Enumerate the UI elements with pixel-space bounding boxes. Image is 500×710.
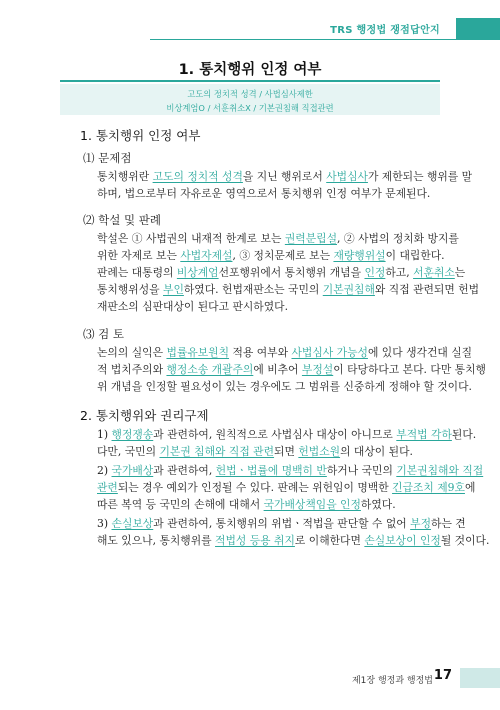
header-title: TRS 행정법 쟁점답안지 <box>330 25 440 36</box>
subheading-theories: ⑵ 학설 및 판례 <box>83 213 162 227</box>
paragraph-line: 따른 복역 등 국민의 손해에 대해서 국가배상책임을 인정하였다. <box>97 498 396 511</box>
keyword-line-2: 비상계엄O / 서훈취소X / 기본권침해 직접관련 <box>166 103 334 113</box>
paragraph-line: 통치행위성을 부인하였다. 헌법재판소는 국민의 기본권침해와 직접 관련되면 헌법 <box>97 283 480 296</box>
paragraph-line: 재판소의 심판대상이 된다고 판시하였다. <box>97 300 289 313</box>
footer-color-tab <box>460 668 500 688</box>
paragraph-line: 1) 행정쟁송과 관련하여, 원칙적으로 사법심사 대상이 아니므로 부적법 각하된다. <box>97 428 477 441</box>
paragraph-line: 학설은 ① 사법권의 내재적 한계로 보는 권력분립설, ② 사법의 정치화 방지를 <box>97 232 459 245</box>
paragraph-line: 해도 있으나, 통치행위를 적법성 등용 취지로 이해한다면 손실보상이 인정될 것이다. <box>97 534 490 547</box>
paragraph-line: 통치행위란 고도의 정치적 성격을 지닌 행위로서 사법심사가 제한되는 행위를 말 <box>97 170 473 183</box>
header-rule <box>150 39 456 40</box>
paragraph-line: 논의의 실익은 법률유보원칙 적용 여부와 사법심사 가능성에 있다 생각건대 실질 <box>97 346 473 359</box>
paragraph-line: 하며, 법으로부터 자유로운 영역으로서 통치행위 인정 여부가 문제된다. <box>97 187 431 200</box>
heading-2: 2. 통치행위와 권리구제 <box>80 408 209 423</box>
running-header <box>150 18 500 40</box>
subheading-review: ⑶ 검 토 <box>83 327 125 341</box>
heading-1: 1. 통치행위 인정 여부 <box>80 128 201 143</box>
keyword-line-1: 고도의 정치적 성격 / 사법심사제한 <box>187 89 313 99</box>
footer-chapter: 제1장 행정과 행정법 <box>351 676 433 686</box>
paragraph-line: 적 법치주의와 행정소송 개괄주의에 비추어 부정설이 타당하다고 본다. 다만 통치행 <box>97 363 486 376</box>
paragraph-line: 관련되는 경우 예외가 인정될 수 있다. 판례는 위헌임이 명백한 긴급조치 제9호에 <box>97 481 476 494</box>
section-title: 1. 통치행위 인정 여부 <box>178 62 322 78</box>
header-color-tab <box>456 18 500 40</box>
paragraph-line: 다만, 국민의 기본권 침해와 직접 관련되면 헌법소원의 대상이 된다. <box>97 445 413 458</box>
paragraph-line: 3) 손실보상과 관련하여, 통치행위의 위법ㆍ적법을 판단할 수 없어 부정하는 견 <box>97 517 466 530</box>
subheading-problem: ⑴ 문제점 <box>83 151 132 165</box>
page-number: 17 <box>433 668 452 683</box>
paragraph-line: 2) 국가배상과 관련하여, 헌법ㆍ법률에 명백히 반하거나 국민의 기본권침해와 직접 <box>97 464 484 477</box>
title-rule <box>60 80 440 82</box>
paragraph-line: 위한 자제로 보는 사법자제설, ③ 정치문제로 보는 재량행위설이 대립한다. <box>97 249 445 262</box>
paragraph-line: 판례는 대통령의 비상계엄선포행위에서 통치행위 개념을 인정하고, 서훈취소는 <box>97 266 466 279</box>
paragraph-line: 위 개념을 인정할 필요성이 있는 경우에도 그 범위를 신중하게 정해야 할 것이다. <box>97 380 472 393</box>
